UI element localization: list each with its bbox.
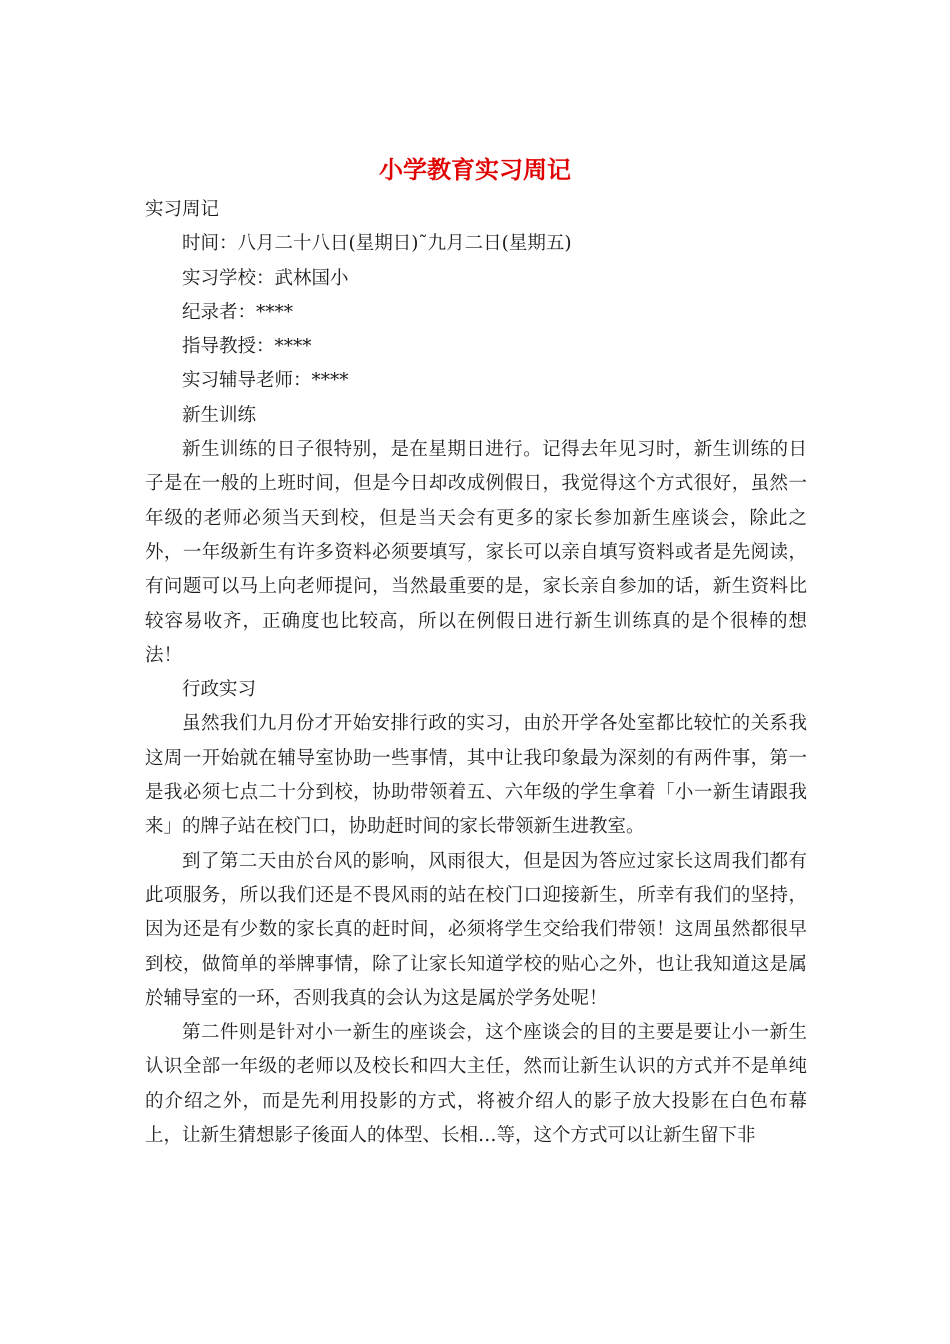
section-heading-journal: 实习周记	[145, 199, 220, 220]
meta-school: 实习学校：武林国小	[182, 267, 349, 289]
paragraph-admin-1: 虽然我们九月份才开始安排行政的实习，由於开学各处室都比较忙的关系我这周一开始就在辅导室协助一些事情，其中让我印象最为深刻的有两件事，第一是我必须七点二十分到校，协助带领着五、六年级的学生拿着「小一新生请跟我来」的牌子站在校门口，协助赶时间的家长带领新生进教室。	[145, 713, 807, 838]
document-title: 小学教育实习周记	[379, 155, 571, 184]
document-body	[145, 193, 807, 1153]
meta-mentor: 实习辅导老师：****	[182, 370, 349, 392]
section-heading-orientation: 新生训练	[182, 404, 257, 426]
paragraph-admin-3: 第二件则是针对小一新生的座谈会，这个座谈会的目的主要是要让小一新生认识全部一年级的老师以及校长和四大主任，然而让新生认识的方式并不是单纯的介绍之外，而是先利用投影的方式，将被介绍人的影子放大投影在白色布幕上，让新生猜想影子後面人的体型、长相…等，这个方式可以让新生留下非	[145, 1022, 807, 1147]
meta-time: 时间：八月二十八日(星期日)˜九月二日(星期五)	[182, 233, 572, 255]
section-heading-admin: 行政实习	[182, 679, 257, 701]
paragraph-orientation: 新生训练的日子很特别，是在星期日进行。记得去年见习时，新生训练的日子是在一般的上班时间，但是今日却改成例假日，我觉得这个方式很好，虽然一年级的老师必须当天到校，但是当天会有更多的家长参加新生座谈会，除此之外，一年级新生有许多资料必须要填写，家长可以亲自填写资料或者是先阅读，有问题可以马上向老师提问，当然最重要的是，家长亲自参加的话，新生资料比较容易收齐，正确度也比较高，所以在例假日进行新生训练真的是个很棒的想法！	[145, 439, 807, 666]
meta-professor: 指导教授：****	[182, 336, 312, 358]
meta-recorder: 纪录者：****	[182, 301, 294, 323]
paragraph-admin-2: 到了第二天由於台风的影响，风雨很大，但是因为答应过家长这周我们都有此项服务，所以我们还是不畏风雨的站在校门口迎接新生，所幸有我们的坚持，因为还是有少数的家长真的赶时间，必须将学生交给我们带领！这周虽然都很早到校，做简单的举牌事情，除了让家长知道学校的贴心之外，也让我知道这是属於辅导室的一环，否则我真的会认为这是属於学务处呢！	[145, 850, 807, 1009]
